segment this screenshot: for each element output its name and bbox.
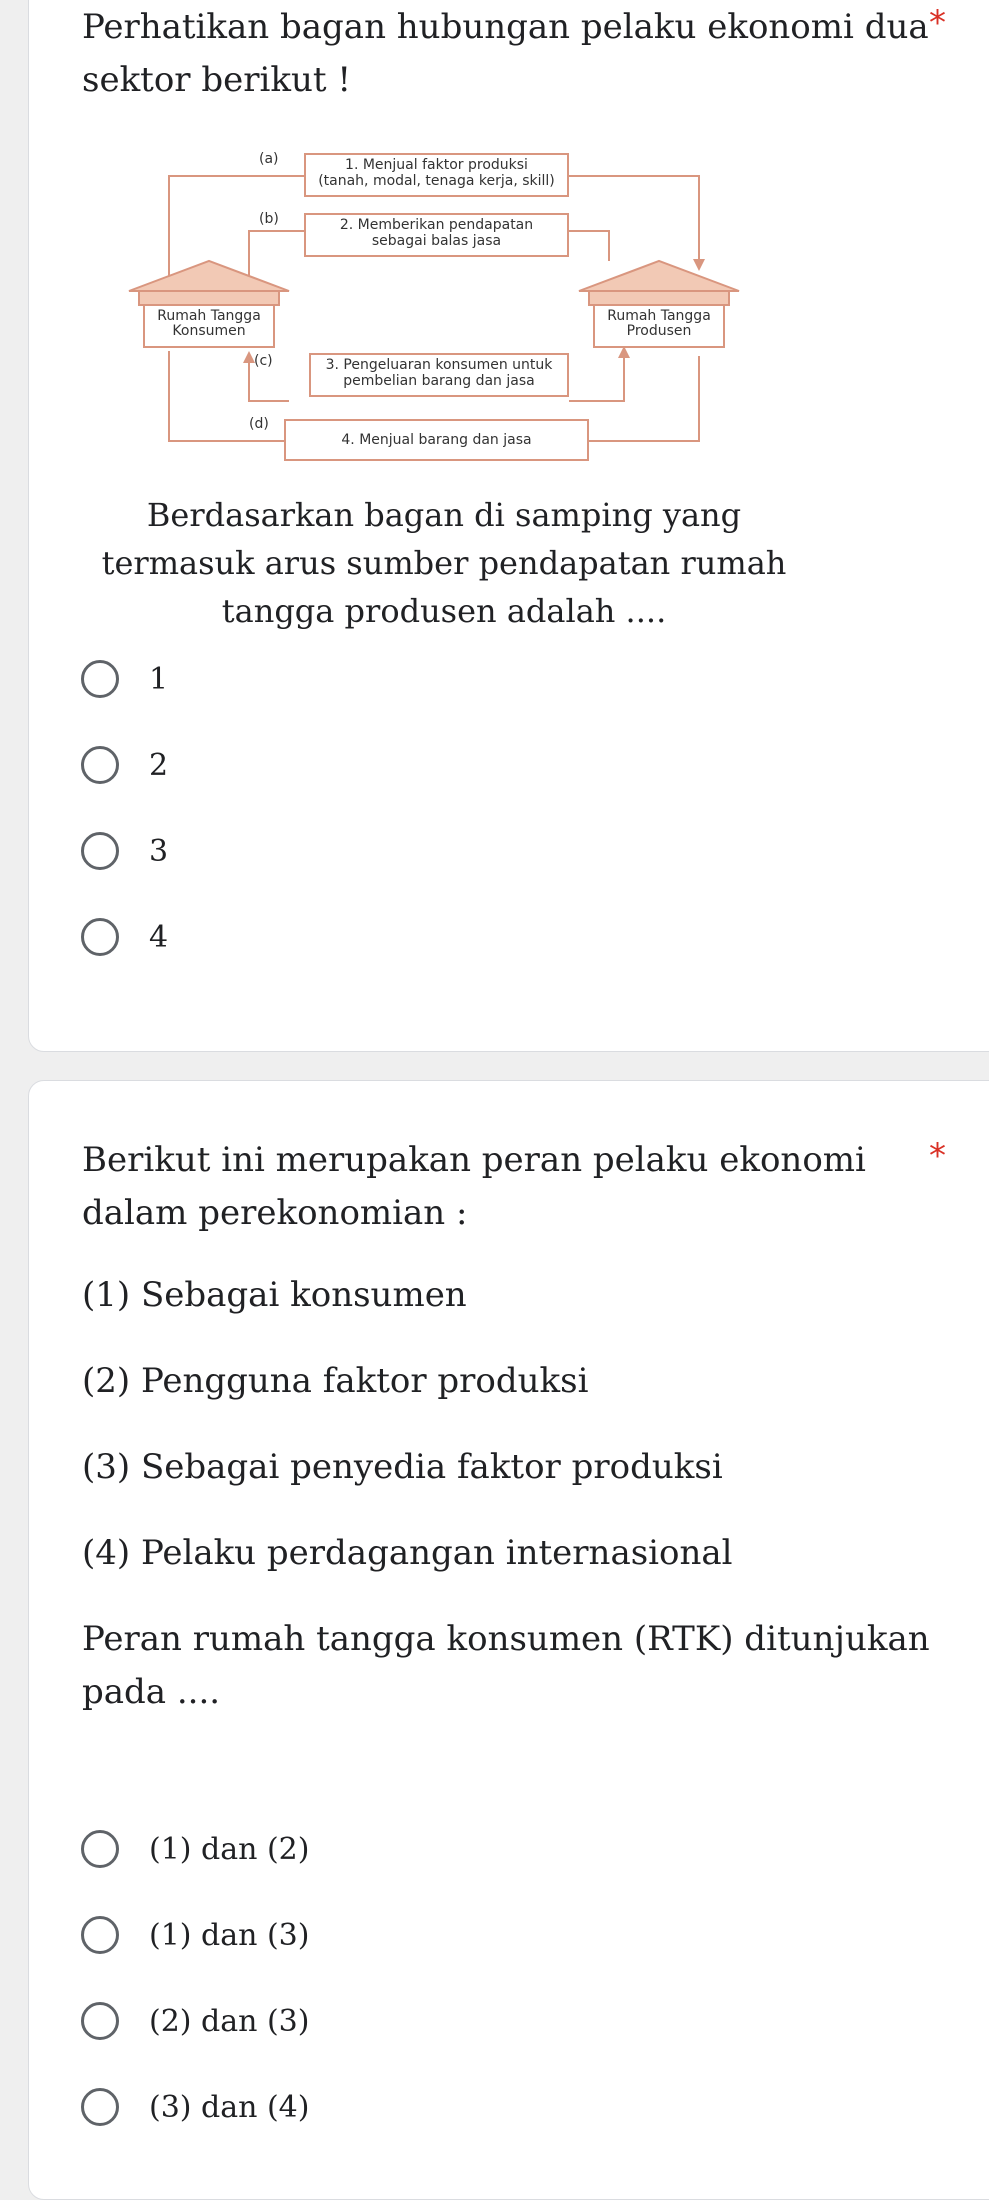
radio-circle[interactable]	[81, 1916, 119, 1954]
option-label: (2) dan (3)	[149, 2003, 310, 2039]
radio-circle[interactable]	[81, 2002, 119, 2040]
flow-tag-c: (c)	[254, 353, 273, 369]
flow-box-2: 2. Memberikan pendapatan sebagai balas jasa	[304, 213, 569, 257]
radio-circle[interactable]	[81, 1830, 119, 1868]
option-label: 3	[149, 833, 169, 869]
radio-circle[interactable]	[81, 832, 119, 870]
option-1-dan-3[interactable]	[81, 1905, 681, 1965]
house-producer-label: Rumah Tangga Produsen	[607, 308, 711, 339]
option-4[interactable]	[81, 907, 681, 967]
option-2-dan-3[interactable]	[81, 1991, 681, 2051]
house-consumer-label: Rumah Tangga Konsumen	[157, 308, 261, 339]
question-card-1	[28, 0, 989, 1052]
question-1-title: Perhatikan bagan hubungan pelaku ekonomi dua sektor berikut !	[82, 7, 929, 100]
question-2-title: Berikut ini merupakan peran pelaku ekonomi dalam perekonomian :	[82, 1140, 866, 1233]
option-1-dan-2[interactable]	[81, 1819, 681, 1879]
option-3[interactable]	[81, 821, 681, 881]
flow-box-3: 3. Pengeluaran konsumen untuk pembelian barang dan jasa	[309, 353, 569, 397]
question-1-prompt: Berdasarkan bagan di samping yang termasuk arus sumber pendapatan rumah tangga produsen adalah ....	[101, 496, 787, 630]
option-2[interactable]	[81, 735, 681, 795]
radio-circle[interactable]	[81, 2088, 119, 2126]
flow-tag-d: (d)	[249, 416, 269, 432]
question-2-prompt: Peran rumah tangga konsumen (RTK) ditunjukan pada ....	[82, 1619, 930, 1712]
option-3-dan-4[interactable]	[81, 2077, 681, 2137]
flow-tag-b: (b)	[259, 211, 279, 227]
economic-flow-diagram	[109, 131, 769, 471]
statement-1: (1) Sebagai konsumen	[82, 1275, 467, 1315]
flow-box-1: 1. Menjual faktor produksi (tanah, modal, tenaga kerja, skill)	[304, 153, 569, 197]
radio-circle[interactable]	[81, 746, 119, 784]
flow-tag-a: (a)	[259, 151, 279, 167]
radio-circle[interactable]	[81, 660, 119, 698]
statement-4: (4) Pelaku perdagangan internasional	[82, 1533, 733, 1573]
option-label: 1	[149, 661, 169, 697]
option-label: 4	[149, 919, 169, 955]
option-label: (1) dan (2)	[149, 1831, 310, 1867]
question-card-2	[28, 1080, 989, 2200]
flow-box-4: 4. Menjual barang dan jasa	[284, 419, 589, 461]
statement-2: (2) Pengguna faktor produksi	[82, 1361, 589, 1401]
option-label: 2	[149, 747, 169, 783]
required-asterisk: *	[929, 1136, 946, 1176]
option-label: (1) dan (3)	[149, 1917, 310, 1953]
required-asterisk: *	[929, 3, 946, 43]
statement-3: (3) Sebagai penyedia faktor produksi	[82, 1447, 723, 1487]
option-1[interactable]	[81, 649, 681, 709]
radio-circle[interactable]	[81, 918, 119, 956]
option-label: (3) dan (4)	[149, 2089, 310, 2125]
